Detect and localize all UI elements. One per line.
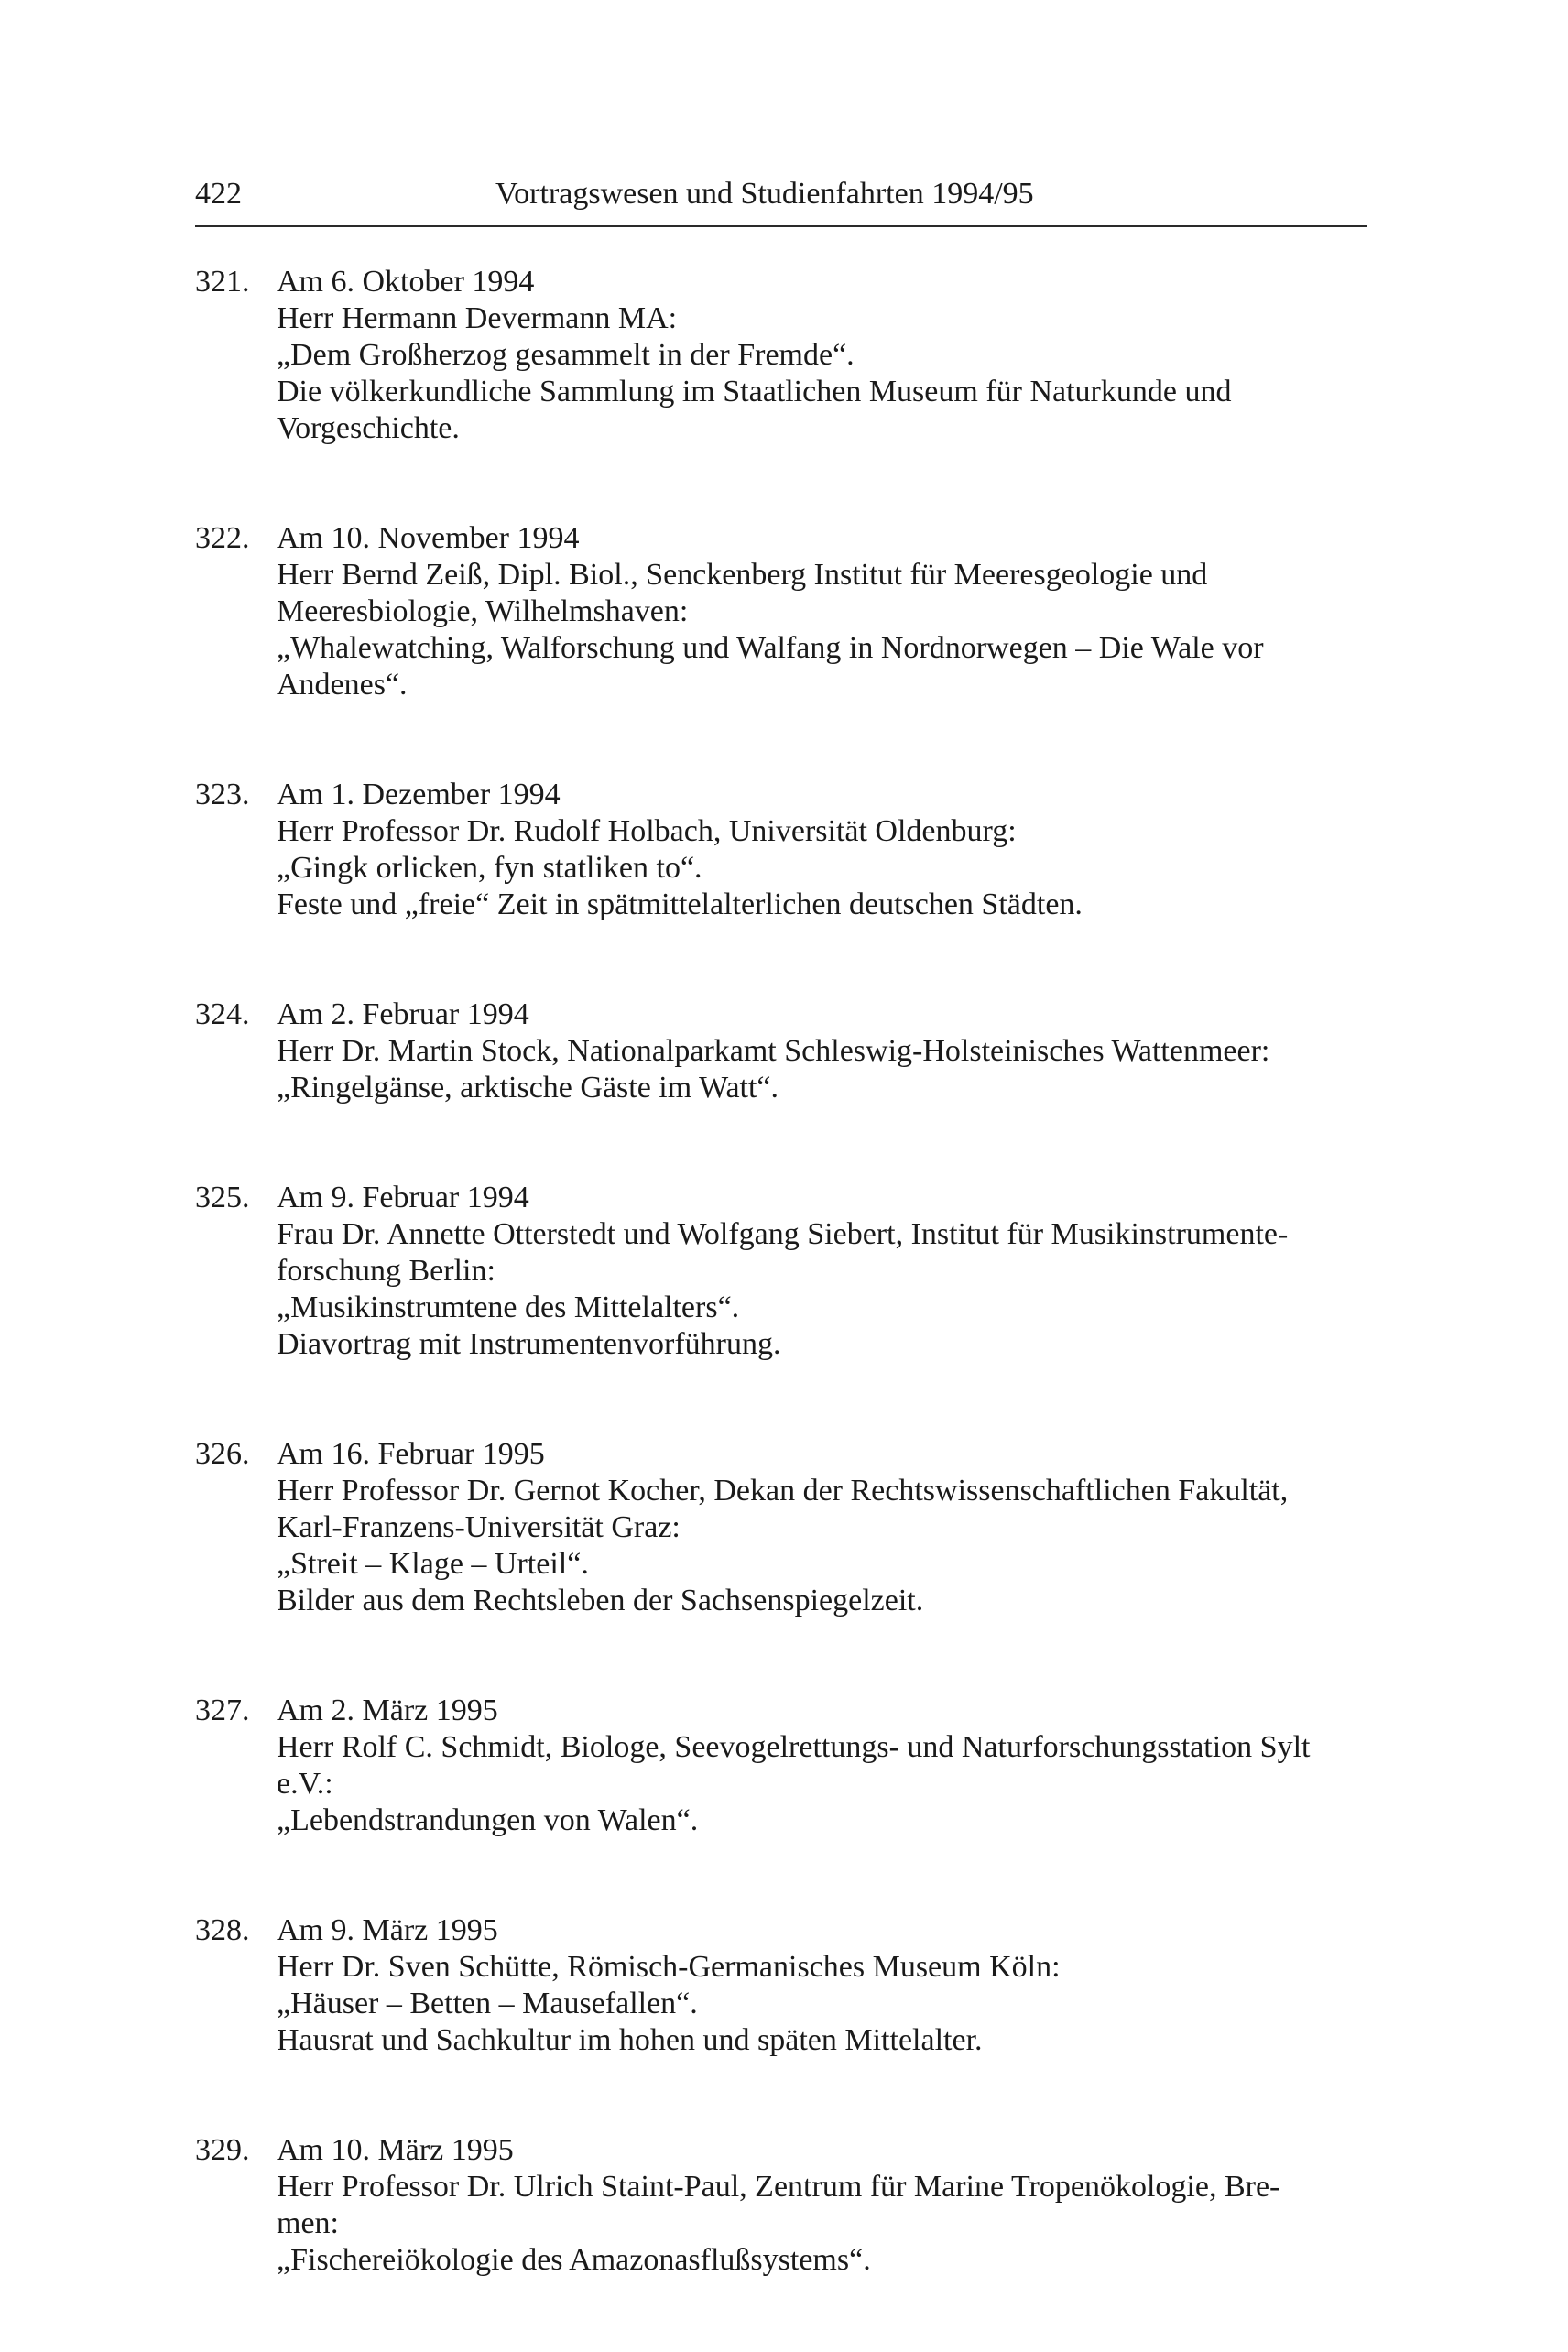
entry-body: [277, 1436, 1367, 1619]
entry-text-line: „Fischereiökologie des Amazonasflußsystems“.: [277, 2243, 871, 2277]
entry-text-line: „Musikinstrumtene des Mittelalters“.: [277, 1290, 740, 1324]
entry-number: 326.: [195, 1437, 250, 1471]
entry-text-line: Andenes“.: [277, 668, 408, 702]
entry-body: [277, 777, 1367, 923]
entry-date: Am 1. Dezember 1994: [277, 778, 561, 811]
entry-date: Am 2. März 1995: [277, 1693, 498, 1727]
entry-text-line: Herr Dr. Sven Schütte, Römisch-Germanisches Museum Köln:: [277, 1950, 1061, 1984]
entry-date: Am 10. März 1995: [277, 2133, 514, 2167]
entry-text-line: „Häuser – Betten – Mausefallen“.: [277, 1987, 698, 2020]
page-number: 422: [195, 177, 242, 211]
lecture-entry: [195, 1180, 1367, 1363]
running-title: Vortragswesen und Studienfahrten 1994/95: [495, 177, 1034, 211]
entry-text-line: Meeresbiologie, Wilhelmshaven:: [277, 594, 689, 628]
entry-text-line: Bilder aus dem Rechtsleben der Sachsenspiegelzeit.: [277, 1584, 924, 1617]
entry-text-line: „Dem Großherzog gesammelt in der Fremde“.: [277, 338, 855, 372]
entry-body: [277, 264, 1367, 447]
entry-text-line: men:: [277, 2206, 339, 2240]
entry-text-line: forschung Berlin:: [277, 1254, 495, 1288]
entry-number: 323.: [195, 778, 250, 811]
entry-body: [277, 1912, 1367, 2059]
entry-number: 321.: [195, 265, 250, 299]
entry-number: 324.: [195, 997, 250, 1031]
entry-body: [277, 996, 1367, 1106]
entry-number: 325.: [195, 1181, 250, 1214]
lecture-list: [195, 264, 1367, 2352]
entry-text-line: Diavortrag mit Instrumentenvorführung.: [277, 1327, 781, 1361]
entry-text-line: Herr Rolf C. Schmidt, Biologe, Seevogelrettungs- und Naturforschungsstation Sylt: [277, 1730, 1311, 1764]
entry-text-line: „Whalewatching, Walforschung und Walfang in Nordnorwegen – Die Wale vor: [277, 631, 1264, 665]
entry-text-line: „Streit – Klage – Urteil“.: [277, 1547, 589, 1581]
entry-text-line: „Gingk orlicken, fyn statliken to“.: [277, 851, 702, 885]
entry-text-line: Karl-Franzens-Universität Graz:: [277, 1510, 681, 1544]
entry-date: Am 9. Februar 1994: [277, 1181, 529, 1214]
lecture-entry: [195, 264, 1367, 447]
entry-number: 327.: [195, 1693, 250, 1727]
entry-date: Am 6. Oktober 1994: [277, 265, 535, 299]
lecture-entry: [195, 1912, 1367, 2059]
entry-text-line: Vorgeschichte.: [277, 411, 460, 445]
entry-text-line: Herr Professor Dr. Rudolf Holbach, Universität Oldenburg:: [277, 814, 1017, 848]
entry-date: Am 10. November 1994: [277, 521, 580, 555]
entry-date: Am 9. März 1995: [277, 1913, 498, 1947]
entry-date: Am 2. Februar 1994: [277, 997, 529, 1031]
lecture-entry: [195, 996, 1367, 1106]
entry-body: [277, 2132, 1367, 2279]
lecture-entry: [195, 2132, 1367, 2279]
entry-text-line: Herr Dr. Martin Stock, Nationalparkamt Schleswig-Holsteinisches Wattenmeer:: [277, 1034, 1270, 1068]
entry-text-line: Herr Professor Dr. Gernot Kocher, Dekan der Rechtswissenschaftlichen Fakultät,: [277, 1474, 1289, 1508]
entry-text-line: „Lebendstrandungen von Walen“.: [277, 1803, 699, 1837]
entry-text-line: „Ringelgänse, arktische Gäste im Watt“.: [277, 1071, 779, 1105]
entry-number: 329.: [195, 2133, 250, 2167]
entry-number: 322.: [195, 521, 250, 555]
entry-text-line: Feste und „freie“ Zeit in spätmittelalterlichen deutschen Städten.: [277, 887, 1083, 921]
lecture-entry: [195, 520, 1367, 703]
entry-body: [277, 1180, 1367, 1363]
entry-text-line: Frau Dr. Annette Otterstedt und Wolfgang Siebert, Institut für Musikinstrumente-: [277, 1217, 1289, 1251]
entry-text-line: Herr Hermann Devermann MA:: [277, 301, 678, 335]
entry-text-line: Herr Bernd Zeiß, Dipl. Biol., Senckenberg Institut für Meeresgeologie und: [277, 558, 1208, 592]
entry-body: [277, 1693, 1367, 1839]
entry-text-line: Die völkerkundliche Sammlung im Staatlichen Museum für Naturkunde und: [277, 375, 1232, 408]
entry-date: Am 16. Februar 1995: [277, 1437, 545, 1471]
entry-text-line: Herr Professor Dr. Ulrich Staint-Paul, Zentrum für Marine Tropenökologie, Bre-: [277, 2170, 1280, 2204]
lecture-entry: [195, 1693, 1367, 1839]
entry-text-line: e.V.:: [277, 1767, 333, 1801]
running-header: [195, 176, 1367, 227]
lecture-entry: [195, 1436, 1367, 1619]
entry-text-line: Hausrat und Sachkultur im hohen und späten Mittelalter.: [277, 2023, 983, 2057]
entry-body: [277, 520, 1367, 703]
entry-number: 328.: [195, 1913, 250, 1947]
lecture-entry: [195, 777, 1367, 923]
